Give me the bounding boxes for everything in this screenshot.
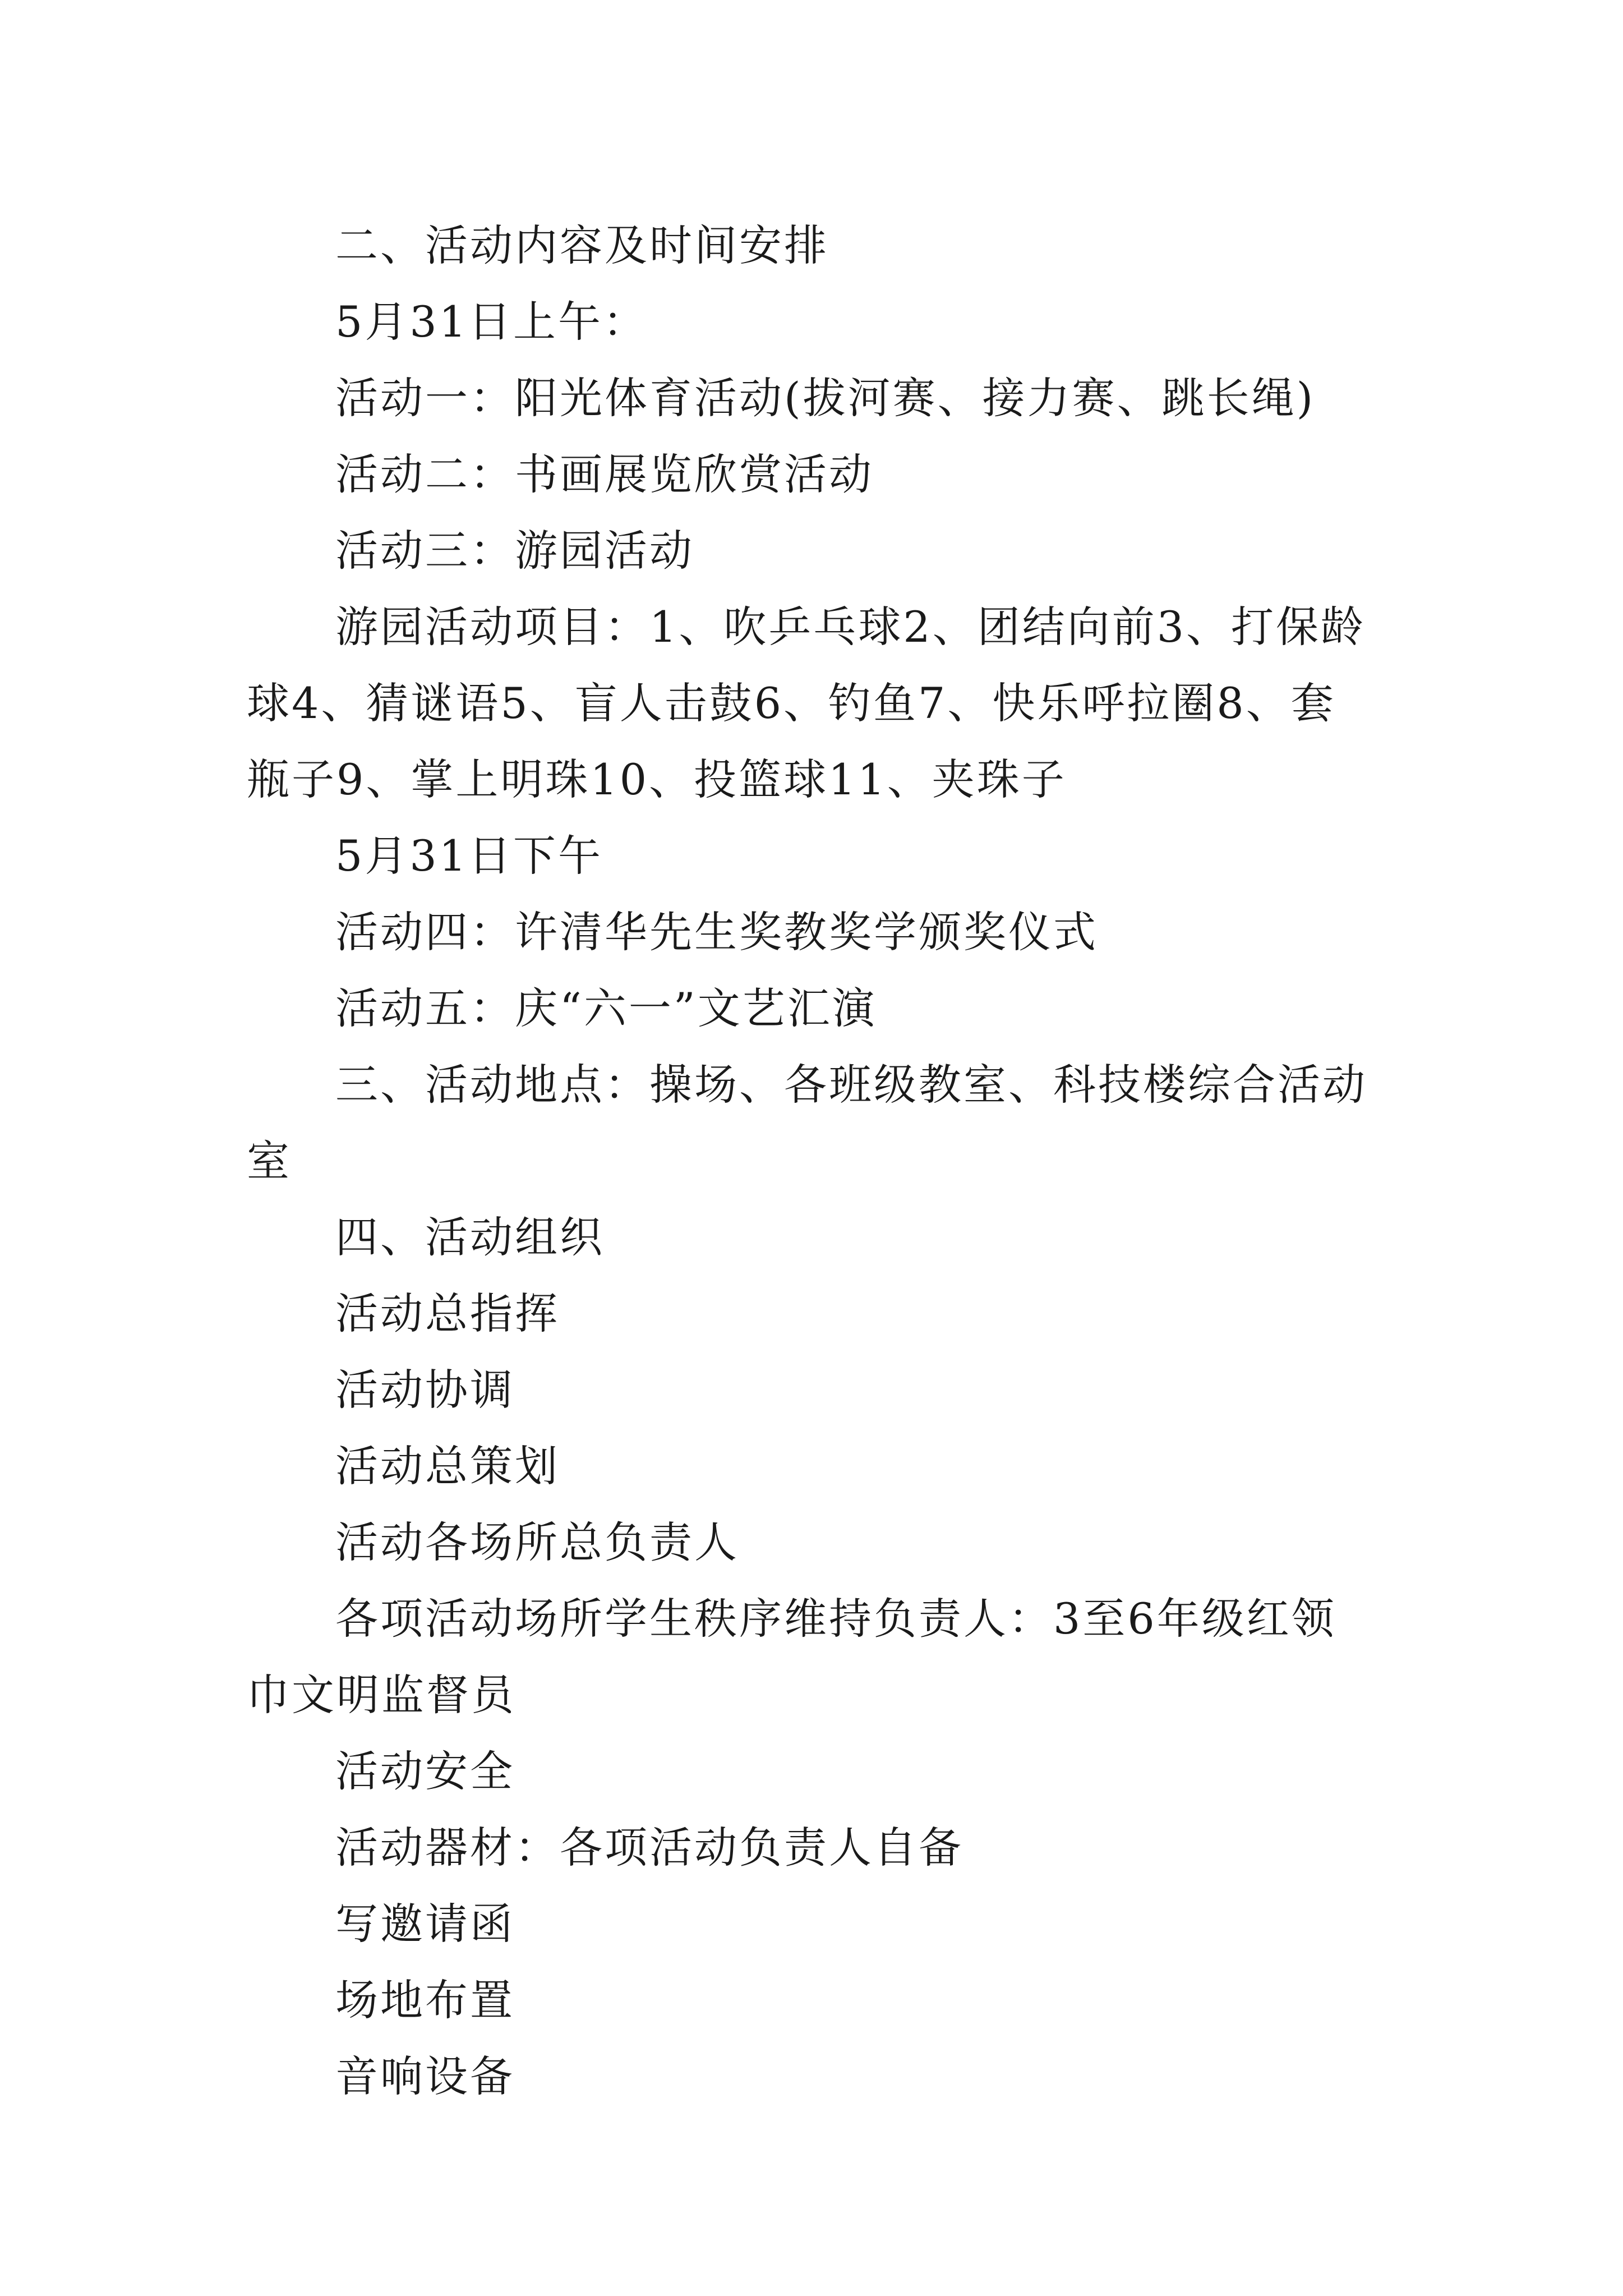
activity-five: 活动五：庆“六一”文艺汇演 — [335, 983, 877, 1033]
role-venue-leads: 活动各场所总负责人 — [335, 1517, 739, 1567]
garden-activity-items: 游园活动项目：1、吹乒乓球2、团结向前3、打保龄球4、猜谜语5、盲人击鼓6、钓鱼7、快乐呼拉圈8、套瓶子9、掌上明珠10、投篮球11、夹珠子 — [247, 602, 1366, 804]
section-heading-activity-content: 二、活动内容及时间安排 — [335, 220, 829, 270]
document-body — [247, 208, 1380, 2115]
role-order-keepers: 各项活动场所学生秩序维持负责人：3至6年级红领巾文明监督员 — [247, 1594, 1336, 1720]
role-chief-planner: 活动总策划 — [335, 1441, 560, 1491]
task-venue-setup: 场地布置 — [335, 1975, 515, 2025]
task-audio-equipment: 音响设备 — [335, 2051, 515, 2101]
activity-one: 活动一：阳光体育活动(拔河赛、接力赛、跳长绳) — [335, 373, 1316, 423]
section-heading-location: 三、活动地点：操场、各班级教室、科技楼综合活动室 — [247, 1060, 1367, 1186]
section-heading-organization: 四、活动组织 — [335, 1212, 605, 1262]
role-equipment: 活动器材：各项活动负责人自备 — [335, 1823, 963, 1872]
date-afternoon: 5月31日下午 — [335, 831, 603, 881]
activity-four: 活动四：许清华先生奖教奖学颁奖仪式 — [335, 907, 1098, 957]
role-safety: 活动安全 — [335, 1746, 515, 1796]
role-coordination: 活动协调 — [335, 1365, 515, 1415]
activity-two: 活动二：书画展览欣赏活动 — [335, 449, 874, 499]
task-invitations: 写邀请函 — [335, 1899, 515, 1949]
date-morning: 5月31日上午： — [335, 297, 648, 347]
activity-three: 活动三：游园活动 — [335, 526, 694, 576]
role-chief-commander: 活动总指挥 — [335, 1289, 560, 1338]
